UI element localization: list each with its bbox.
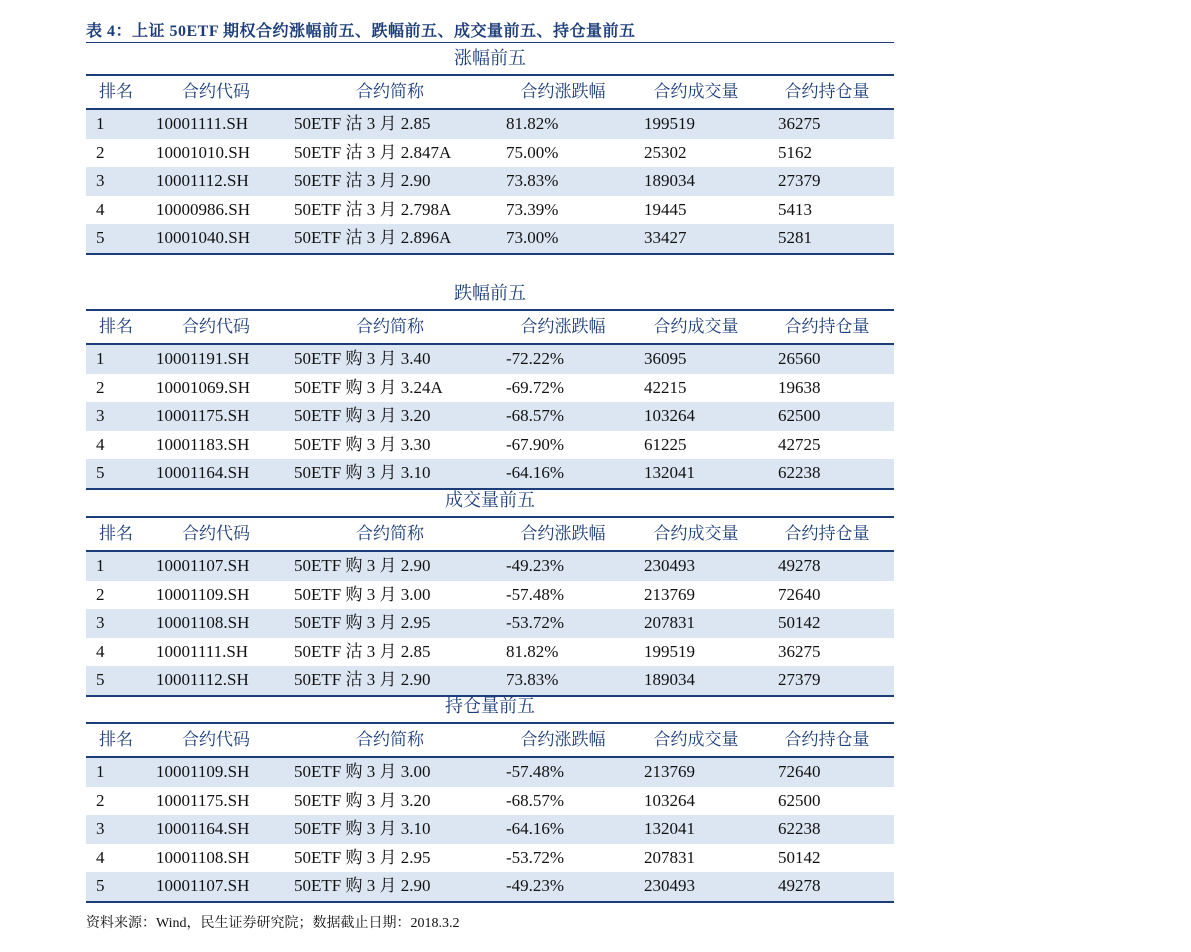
cell-volume: 19445 bbox=[644, 199, 687, 219]
section-title: 跌幅前五 bbox=[454, 283, 526, 304]
cell-open-interest: 27379 bbox=[778, 171, 821, 191]
cell-open-interest: 49278 bbox=[778, 876, 821, 896]
cell-name: 50ETF 购 3 月 3.30 bbox=[294, 434, 431, 454]
cell-code: 10001108.SH bbox=[156, 847, 250, 867]
cell-open-interest: 50142 bbox=[778, 613, 821, 633]
section-table bbox=[86, 486, 894, 697]
cell-open-interest: 49278 bbox=[778, 556, 821, 575]
table-row bbox=[86, 224, 894, 253]
cell-rank: 2 bbox=[96, 142, 105, 162]
cell-name: 50ETF 购 3 月 3.20 bbox=[294, 790, 431, 810]
cell-rank: 1 bbox=[96, 114, 105, 133]
table-row bbox=[86, 374, 894, 403]
column-header-change: 合约涨跌幅 bbox=[520, 317, 606, 337]
cell-change: 75.00% bbox=[506, 142, 559, 162]
cell-code: 10001109.SH bbox=[156, 584, 250, 604]
table-row bbox=[86, 666, 894, 695]
cell-volume: 230493 bbox=[644, 556, 695, 575]
section-table bbox=[86, 44, 894, 255]
cell-open-interest: 50142 bbox=[778, 847, 821, 867]
cell-volume: 103264 bbox=[644, 406, 695, 426]
column-header-name: 合约简称 bbox=[356, 730, 424, 750]
cell-code: 10000986.SH bbox=[156, 199, 250, 219]
cell-change: -49.23% bbox=[506, 876, 565, 896]
cell-code: 10001191.SH bbox=[156, 349, 250, 368]
cell-name: 50ETF 购 3 月 3.40 bbox=[294, 349, 431, 368]
cell-change: 73.83% bbox=[506, 171, 559, 191]
table-row bbox=[86, 758, 894, 787]
cell-open-interest: 62238 bbox=[778, 463, 821, 483]
cell-change: -64.16% bbox=[506, 819, 565, 839]
table-header bbox=[86, 74, 894, 110]
column-header-code: 合约代码 bbox=[182, 730, 250, 750]
column-header-code: 合约代码 bbox=[182, 82, 250, 102]
cell-open-interest: 62500 bbox=[778, 790, 821, 810]
cell-rank: 1 bbox=[96, 349, 105, 368]
cell-code: 10001107.SH bbox=[156, 876, 250, 896]
cell-volume: 36095 bbox=[644, 349, 687, 368]
column-header-volume: 合约成交量 bbox=[653, 317, 739, 337]
column-header-volume: 合约成交量 bbox=[653, 524, 739, 544]
cell-volume: 189034 bbox=[644, 670, 695, 690]
cell-volume: 103264 bbox=[644, 790, 695, 810]
cell-rank: 5 bbox=[96, 228, 105, 248]
cell-volume: 132041 bbox=[644, 463, 695, 483]
cell-name: 50ETF 沽 3 月 2.798A bbox=[294, 199, 452, 219]
cell-change: -49.23% bbox=[506, 556, 565, 575]
table-body bbox=[86, 758, 894, 903]
column-header-code: 合约代码 bbox=[182, 317, 250, 337]
column-header-open-interest: 合约持仓量 bbox=[784, 317, 870, 337]
cell-change: 73.00% bbox=[506, 228, 559, 248]
column-header-open-interest: 合约持仓量 bbox=[784, 524, 870, 544]
cell-change: -72.22% bbox=[506, 349, 565, 368]
table-row bbox=[86, 844, 894, 873]
column-header-name: 合约简称 bbox=[356, 524, 424, 544]
cell-code: 10001111.SH bbox=[156, 114, 249, 133]
column-header-volume: 合约成交量 bbox=[653, 730, 739, 750]
table-row bbox=[86, 139, 894, 168]
cell-volume: 199519 bbox=[644, 641, 695, 661]
cell-open-interest: 19638 bbox=[778, 377, 821, 397]
table-header bbox=[86, 309, 894, 345]
cell-rank: 2 bbox=[96, 584, 105, 604]
table-row bbox=[86, 609, 894, 638]
title-rule bbox=[86, 42, 894, 43]
cell-code: 10001183.SH bbox=[156, 434, 250, 454]
cell-open-interest: 26560 bbox=[778, 349, 821, 368]
cell-name: 50ETF 沽 3 月 2.90 bbox=[294, 171, 431, 191]
cell-volume: 33427 bbox=[644, 228, 687, 248]
source-note: 资料来源：Wind，民生证券研究院；数据截止日期：2018.3.2 bbox=[86, 916, 460, 931]
cell-open-interest: 27379 bbox=[778, 670, 821, 690]
cell-open-interest: 5413 bbox=[778, 199, 812, 219]
cell-volume: 25302 bbox=[644, 142, 687, 162]
cell-name: 50ETF 沽 3 月 2.90 bbox=[294, 670, 431, 690]
table-row bbox=[86, 581, 894, 610]
cell-code: 10001164.SH bbox=[156, 819, 250, 839]
column-header-rank: 排名 bbox=[99, 524, 133, 544]
cell-name: 50ETF 购 3 月 2.95 bbox=[294, 847, 431, 867]
cell-code: 10001175.SH bbox=[156, 406, 250, 426]
cell-change: 81.82% bbox=[506, 641, 559, 661]
cell-volume: 230493 bbox=[644, 876, 695, 896]
cell-code: 10001109.SH bbox=[156, 762, 250, 781]
cell-open-interest: 62238 bbox=[778, 819, 821, 839]
table-header bbox=[86, 516, 894, 552]
cell-rank: 3 bbox=[96, 613, 105, 633]
table-row bbox=[86, 110, 894, 139]
table-row bbox=[86, 815, 894, 844]
table-row bbox=[86, 345, 894, 374]
cell-rank: 2 bbox=[96, 790, 105, 810]
cell-code: 10001107.SH bbox=[156, 556, 250, 575]
column-header-change: 合约涨跌幅 bbox=[520, 82, 606, 102]
cell-change: 73.39% bbox=[506, 199, 559, 219]
cell-open-interest: 36275 bbox=[778, 114, 821, 133]
cell-name: 50ETF 购 3 月 2.95 bbox=[294, 613, 431, 633]
cell-open-interest: 42725 bbox=[778, 434, 821, 454]
table-row bbox=[86, 459, 894, 488]
cell-change: -67.90% bbox=[506, 434, 565, 454]
cell-name: 50ETF 购 3 月 3.10 bbox=[294, 463, 431, 483]
section-title: 持仓量前五 bbox=[445, 696, 535, 717]
section-title: 涨幅前五 bbox=[454, 48, 526, 69]
column-header-change: 合约涨跌幅 bbox=[520, 730, 606, 750]
cell-change: -57.48% bbox=[506, 762, 565, 781]
section-title: 成交量前五 bbox=[445, 490, 535, 511]
column-header-rank: 排名 bbox=[99, 730, 133, 750]
table-row bbox=[86, 872, 894, 901]
cell-rank: 1 bbox=[96, 556, 105, 575]
column-header-name: 合约简称 bbox=[356, 317, 424, 337]
column-header-open-interest: 合约持仓量 bbox=[784, 730, 870, 750]
cell-volume: 42215 bbox=[644, 377, 687, 397]
cell-volume: 207831 bbox=[644, 847, 695, 867]
cell-open-interest: 72640 bbox=[778, 584, 821, 604]
cell-name: 50ETF 购 3 月 3.10 bbox=[294, 819, 431, 839]
cell-open-interest: 36275 bbox=[778, 641, 821, 661]
column-header-volume: 合约成交量 bbox=[653, 82, 739, 102]
cell-rank: 4 bbox=[96, 434, 105, 454]
cell-change: -68.57% bbox=[506, 406, 565, 426]
table-row bbox=[86, 787, 894, 816]
cell-volume: 213769 bbox=[644, 584, 695, 604]
cell-volume: 132041 bbox=[644, 819, 695, 839]
cell-change: -69.72% bbox=[506, 377, 565, 397]
section-table bbox=[86, 692, 894, 903]
cell-name: 50ETF 购 3 月 3.24A bbox=[294, 377, 443, 397]
cell-rank: 4 bbox=[96, 641, 105, 661]
cell-name: 50ETF 购 3 月 2.90 bbox=[294, 876, 431, 896]
cell-change: -53.72% bbox=[506, 847, 565, 867]
cell-volume: 189034 bbox=[644, 171, 695, 191]
cell-open-interest: 5162 bbox=[778, 142, 812, 162]
cell-code: 10001175.SH bbox=[156, 790, 250, 810]
cell-code: 10001164.SH bbox=[156, 463, 250, 483]
cell-name: 50ETF 沽 3 月 2.85 bbox=[294, 114, 431, 133]
document-title: 表 4：上证 50ETF 期权合约涨幅前五、跌幅前五、成交量前五、持仓量前五 bbox=[86, 23, 636, 40]
table-row bbox=[86, 552, 894, 581]
cell-rank: 3 bbox=[96, 406, 105, 426]
cell-change: -53.72% bbox=[506, 613, 565, 633]
cell-open-interest: 62500 bbox=[778, 406, 821, 426]
table-body bbox=[86, 345, 894, 490]
cell-volume: 199519 bbox=[644, 114, 695, 133]
cell-name: 50ETF 购 3 月 3.00 bbox=[294, 584, 431, 604]
table-row bbox=[86, 402, 894, 431]
cell-code: 10001069.SH bbox=[156, 377, 250, 397]
cell-volume: 213769 bbox=[644, 762, 695, 781]
table-header bbox=[86, 722, 894, 758]
cell-name: 50ETF 购 3 月 2.90 bbox=[294, 556, 431, 575]
cell-code: 10001040.SH bbox=[156, 228, 250, 248]
cell-change: -57.48% bbox=[506, 584, 565, 604]
section-table bbox=[86, 279, 894, 490]
cell-change: 73.83% bbox=[506, 670, 559, 690]
table-body bbox=[86, 552, 894, 697]
cell-rank: 3 bbox=[96, 171, 105, 191]
cell-rank: 5 bbox=[96, 876, 105, 896]
cell-name: 50ETF 沽 3 月 2.85 bbox=[294, 641, 431, 661]
cell-name: 50ETF 购 3 月 3.20 bbox=[294, 406, 431, 426]
cell-rank: 5 bbox=[96, 670, 105, 690]
cell-name: 50ETF 沽 3 月 2.847A bbox=[294, 142, 452, 162]
cell-code: 10001010.SH bbox=[156, 142, 250, 162]
cell-code: 10001108.SH bbox=[156, 613, 250, 633]
cell-name: 50ETF 沽 3 月 2.896A bbox=[294, 228, 452, 248]
cell-change: -64.16% bbox=[506, 463, 565, 483]
cell-rank: 1 bbox=[96, 762, 105, 781]
table-body bbox=[86, 110, 894, 255]
cell-change: -68.57% bbox=[506, 790, 565, 810]
cell-rank: 4 bbox=[96, 847, 105, 867]
cell-rank: 4 bbox=[96, 199, 105, 219]
cell-volume: 61225 bbox=[644, 434, 687, 454]
cell-volume: 207831 bbox=[644, 613, 695, 633]
table-row bbox=[86, 196, 894, 225]
cell-code: 10001111.SH bbox=[156, 641, 249, 661]
column-header-rank: 排名 bbox=[99, 317, 133, 337]
cell-rank: 3 bbox=[96, 819, 105, 839]
cell-code: 10001112.SH bbox=[156, 670, 249, 690]
column-header-change: 合约涨跌幅 bbox=[520, 524, 606, 544]
column-header-code: 合约代码 bbox=[182, 524, 250, 544]
cell-name: 50ETF 购 3 月 3.00 bbox=[294, 762, 431, 781]
column-header-name: 合约简称 bbox=[356, 82, 424, 102]
cell-rank: 5 bbox=[96, 463, 105, 483]
cell-open-interest: 72640 bbox=[778, 762, 821, 781]
table-row bbox=[86, 638, 894, 667]
column-header-open-interest: 合约持仓量 bbox=[784, 82, 870, 102]
cell-code: 10001112.SH bbox=[156, 171, 249, 191]
table-row bbox=[86, 167, 894, 196]
column-header-rank: 排名 bbox=[99, 82, 133, 102]
cell-rank: 2 bbox=[96, 377, 105, 397]
table-row bbox=[86, 431, 894, 460]
cell-change: 81.82% bbox=[506, 114, 559, 133]
cell-open-interest: 5281 bbox=[778, 228, 812, 248]
